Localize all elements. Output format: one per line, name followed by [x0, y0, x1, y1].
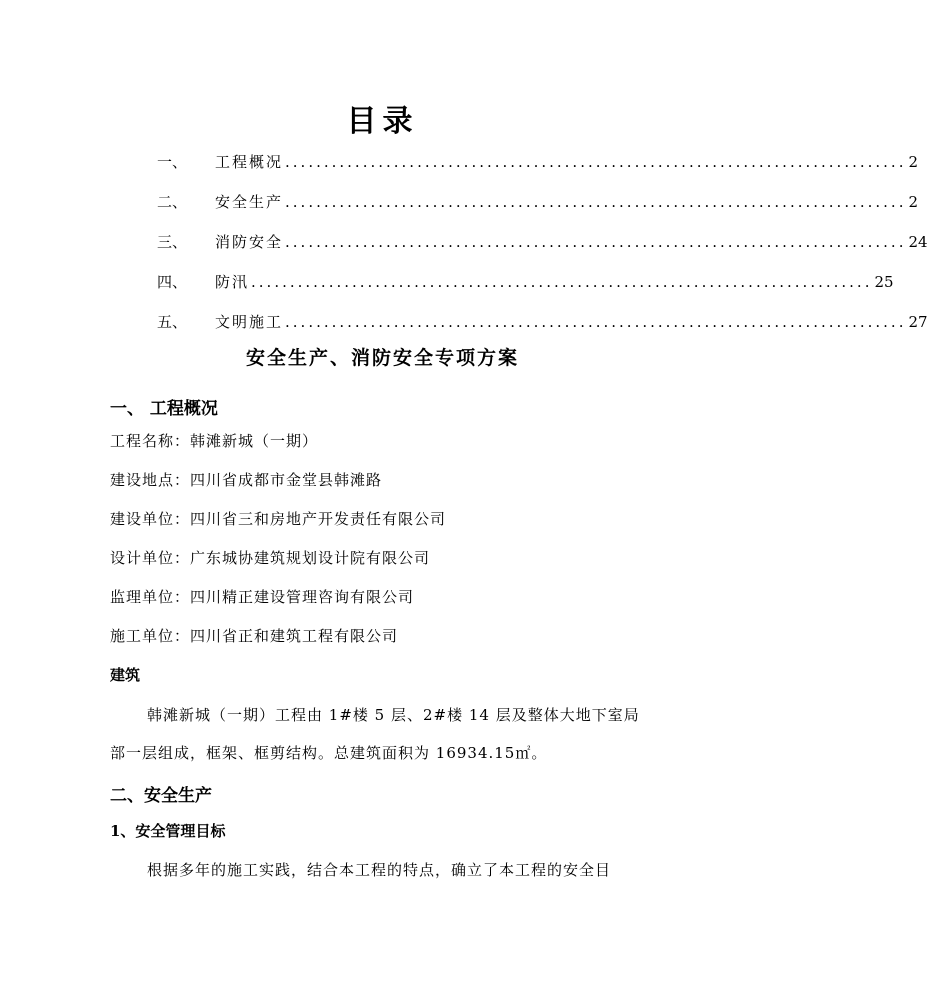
- info-line-project-name: 工程名称：韩滩新城（一期）: [110, 432, 319, 450]
- toc-item-label: 文明施工: [215, 313, 284, 331]
- toc-leader-dots: ................................................................................: [285, 233, 907, 251]
- toc-item-label: 消防安全: [215, 233, 284, 251]
- toc-title: 目录: [346, 104, 419, 139]
- toc-item-number: 二、: [157, 193, 188, 211]
- toc-item-label: 防汛: [215, 273, 250, 291]
- toc-item[interactable]: [157, 272, 894, 312]
- toc-leader-dots: ................................................................................: [285, 313, 907, 331]
- info-line-supervisor: 监理单位：四川精正建设管理咨询有限公司: [110, 588, 415, 606]
- toc-item-number: 四、: [157, 273, 188, 291]
- toc-item-number: 五、: [157, 313, 188, 331]
- toc-item-page: 27: [908, 313, 928, 331]
- toc-item-label: 工程概况: [215, 153, 284, 171]
- toc-item-number: 三、: [157, 233, 188, 251]
- section-heading-overview: 一、 工程概况: [110, 399, 218, 419]
- info-line-developer: 建设单位：四川省三和房地产开发责任有限公司: [110, 510, 447, 528]
- info-line-designer: 设计单位：广东城协建筑规划设计院有限公司: [110, 549, 431, 567]
- toc-item[interactable]: [157, 232, 928, 272]
- sub-heading-building: 建筑: [110, 666, 141, 684]
- toc-leader-dots: ................................................................................: [285, 153, 907, 171]
- toc-item-page: 24: [908, 233, 928, 251]
- table-of-contents: [157, 152, 928, 352]
- info-line-contractor: 施工单位：四川省正和建筑工程有限公司: [110, 627, 399, 645]
- paragraph-building-line2: 部一层组成，框架、框剪结构。总建筑面积为 16934.15㎡。: [110, 744, 548, 762]
- info-line-location: 建设地点：四川省成都市金堂县韩滩路: [110, 471, 383, 489]
- toc-item-number: 一、: [157, 153, 188, 171]
- paragraph-safety-line1: 根据多年的施工实践，结合本工程的特点，确立了本工程的安全目: [147, 861, 612, 879]
- toc-item[interactable]: [157, 192, 919, 232]
- toc-item-page: 25: [874, 273, 894, 291]
- toc-item-page: 2: [908, 193, 919, 211]
- section-heading-safety: 二、安全生产: [110, 786, 212, 806]
- paragraph-building-line1: 韩滩新城（一期）工程由 1#楼 5 层、2#楼 14 层及整体大地下室局: [147, 706, 640, 724]
- toc-item-page: 2: [908, 153, 919, 171]
- document-title: 安全生产、消防安全专项方案: [245, 347, 519, 369]
- toc-item[interactable]: [157, 152, 919, 192]
- toc-leader-dots: ................................................................................: [285, 193, 907, 211]
- toc-leader-dots: ................................................................................: [251, 273, 873, 291]
- sub-heading-safety-goal: 1、安全管理目标: [110, 822, 226, 840]
- toc-item-label: 安全生产: [215, 193, 284, 211]
